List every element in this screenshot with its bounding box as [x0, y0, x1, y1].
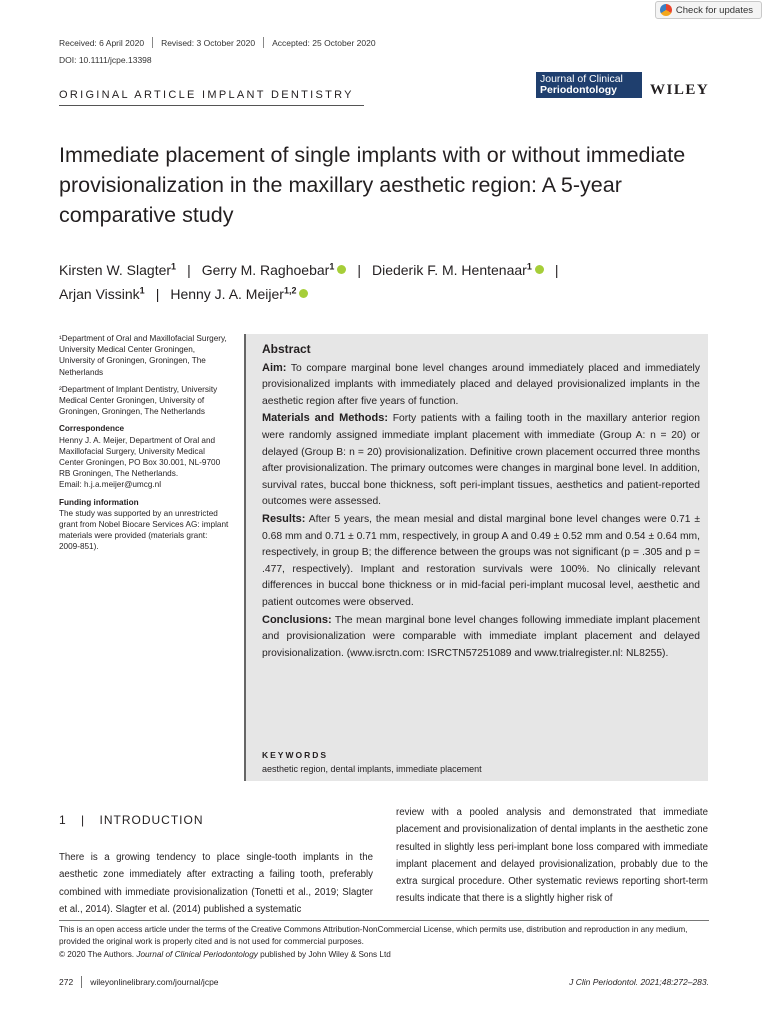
journal-logo-line2: Periodontology	[540, 84, 617, 96]
abstract-conclusions	[262, 612, 700, 663]
author-affiliation-sup: 1	[526, 261, 532, 272]
crossmark-icon	[660, 4, 672, 16]
section-heading-introduction	[59, 813, 204, 827]
author-name[interactable]: Kirsten W. Slagter	[59, 262, 172, 278]
funding-text: The study was supported by an unrestricted grant from Nobel Biocare Services AG: implant materials were provided (materials grant: 2009-851).	[59, 508, 229, 552]
author-list	[59, 258, 719, 306]
section-number: 1	[59, 813, 67, 827]
copyright-line	[59, 949, 719, 961]
revised-date: Revised: 3 October 2020	[161, 37, 256, 48]
funding-heading: Funding information	[59, 497, 139, 507]
license-text: This is an open access article under the terms of the Creative Commons Attribution-NonCommercial License, which permits use, distribution and reproduction in any medium, provided the original work is properly cited and is not used for commercial purposes.	[59, 925, 688, 947]
check-for-updates-button[interactable]	[655, 1, 762, 19]
author-separator: |	[155, 286, 160, 302]
journal-url[interactable]: wileyonlinelibrary.com/journal/jcpe	[90, 977, 219, 987]
keywords-heading: KEYWORDS	[262, 750, 329, 760]
author-name[interactable]: Gerry M. Raghoebar	[201, 262, 330, 278]
divider	[263, 37, 264, 48]
author-affiliation-sup: 1	[329, 261, 335, 272]
methods-label: Materials and Methods:	[262, 412, 388, 425]
intro-text-left: There is a growing tendency to place single-tooth implants in the aesthetic zone immediately after extracting a failing tooth, preferably combined with immediate provisionalization (Tonetti et al., 2019; Slagter et al., 2014). Slagter et al. (2014) published a systematic	[59, 852, 373, 915]
intro-text-right: review with a pooled analysis and demonstrated that immediate placement and provisionalization of dental implants in the aesthetic zone resulted in slightly less peri-implant bone loss compared with immediate implant placement and delayed provisionalization, probably due to the extra surgical procedure. Other systematic reviews reporting short-term results indicate that there is a slightly higher risk of	[396, 807, 708, 905]
abstract-results	[262, 511, 700, 612]
aim-label: Aim:	[262, 361, 287, 374]
abstract-methods	[262, 410, 700, 511]
author-affiliation-sup: 1	[171, 261, 177, 272]
check-for-updates-label: Check for updates	[675, 4, 753, 16]
accepted-date: Accepted: 25 October 2020	[272, 37, 376, 48]
results-text: After 5 years, the mean mesial and distal marginal bone level changes were 0.71 ± 0.68 mm and 0.71 ± 0.71 mm, respectively, in group A and 0.49 ± 0.52 mm and 0.54 ± 0.64 mm, respectively, in group B; the difference between the groups was not significant (p = .305 and p = .477, respectively). Implant and restoration survivals were 100%. No clinically relevant differences in buccal bone thickness or in mid-facial peri-implant mucosal level, aesthetic and patient outcomes were observed.	[262, 513, 700, 608]
correspondence-email[interactable]: Email: h.j.a.meijer@umcg.nl	[59, 480, 162, 490]
received-date: Received: 6 April 2020	[59, 37, 145, 48]
results-label: Results:	[262, 512, 306, 525]
correspondence-text: Henny J. A. Meijer, Department of Oral and Maxillofacial Surgery, University Medical Center Groningen, PO Box 30.001, NL-9700 RB Groningen, The Netherlands.	[59, 435, 221, 479]
footer-divider	[81, 976, 82, 988]
affiliation-2: ²Department of Implant Dentistry, University Medical Center Groningen, University of Groningen, Groningen, The Netherlands	[59, 384, 218, 417]
author-separator: |	[357, 262, 361, 278]
orcid-icon[interactable]	[535, 265, 544, 274]
abstract	[262, 341, 700, 662]
copyright-prefix: © 2020 The Authors.	[59, 949, 137, 959]
conclusions-text: The mean marginal bone level changes following immediate implant placement and provisionalization were comparable with immediate implant placement and delayed provisionalization. (www.isrctn.com: ISRCTN57251089 and www.trialregister.nl: NL8255).	[262, 614, 700, 659]
abstract-aim	[262, 360, 700, 411]
author-name[interactable]: Diederik F. M. Hentenaar	[371, 262, 527, 278]
article-history	[59, 37, 376, 48]
orcid-icon[interactable]	[337, 265, 346, 274]
footer-rule	[59, 920, 709, 921]
correspondence-heading: Correspondence	[59, 424, 125, 434]
copyright-journal: Journal of Clinical Periodontology	[136, 949, 258, 959]
affiliations-column	[59, 333, 229, 559]
section-title: INTRODUCTION	[99, 813, 204, 827]
publisher-logo[interactable]: WILEY	[650, 82, 710, 98]
journal-citation: J Clin Periodontol. 2021;48:272–283.	[569, 977, 709, 987]
author-name[interactable]: Henny J. A. Meijer	[170, 286, 284, 302]
journal-logo[interactable]	[536, 72, 642, 98]
article-category: ORIGINAL ARTICLE IMPLANT DENTISTRY	[59, 89, 354, 101]
abstract-heading: Abstract	[262, 342, 311, 356]
journal-logo-line1: Journal of Clinical	[540, 73, 623, 85]
author-separator: |	[554, 262, 559, 278]
abstract-rule	[244, 334, 246, 781]
keywords-list: aesthetic region, dental implants, immediate placement	[262, 764, 482, 774]
conclusions-label: Conclusions:	[262, 613, 332, 626]
article-title: Immediate placement of single implants with or without immediate provisionalization in the maxillary aesthetic region: A 5-year comparative study	[59, 143, 686, 227]
author-separator: |	[187, 262, 191, 278]
methods-text: Forty patients with a failing tooth in the maxillary anterior region were randomly assigned immediate implant placement with immediate (Group A: n = 20) or delayed (Group B: n = 20) provisionalization. Definitive crown placement occurred three months after provisionalization. The primary outcomes were changes in marginal bone level. In addition, survival rates, buccal bone thickness, soft peri-implant tissues, aesthetics and patient-reported outcomes were assessed.	[262, 413, 700, 508]
doi[interactable]: DOI: 10.1111/jcpe.13398	[59, 55, 152, 65]
divider	[152, 37, 153, 48]
affiliation-1: ¹Department of Oral and Maxillofacial Surgery, University Medical Center Groningen, University of Groningen, Groningen, The Netherlands	[59, 334, 227, 377]
page-number: 272	[59, 977, 74, 987]
copyright-suffix: published by John Wiley & Sons Ltd	[257, 949, 391, 959]
orcid-icon[interactable]	[299, 289, 308, 298]
license-notice	[59, 924, 719, 961]
page-footer	[59, 976, 709, 988]
author-name[interactable]: Arjan Vissink	[59, 286, 140, 302]
category-rule	[59, 105, 364, 106]
author-affiliation-sup: 1	[139, 285, 145, 296]
aim-text: To compare marginal bone level changes around immediately placed and immediately provisionalized implants with immediately placed and delayed provisionalized implants in the aesthetic region after five years of function.	[262, 362, 700, 407]
section-separator: |	[81, 813, 86, 827]
author-affiliation-sup: 1,2	[283, 285, 297, 296]
